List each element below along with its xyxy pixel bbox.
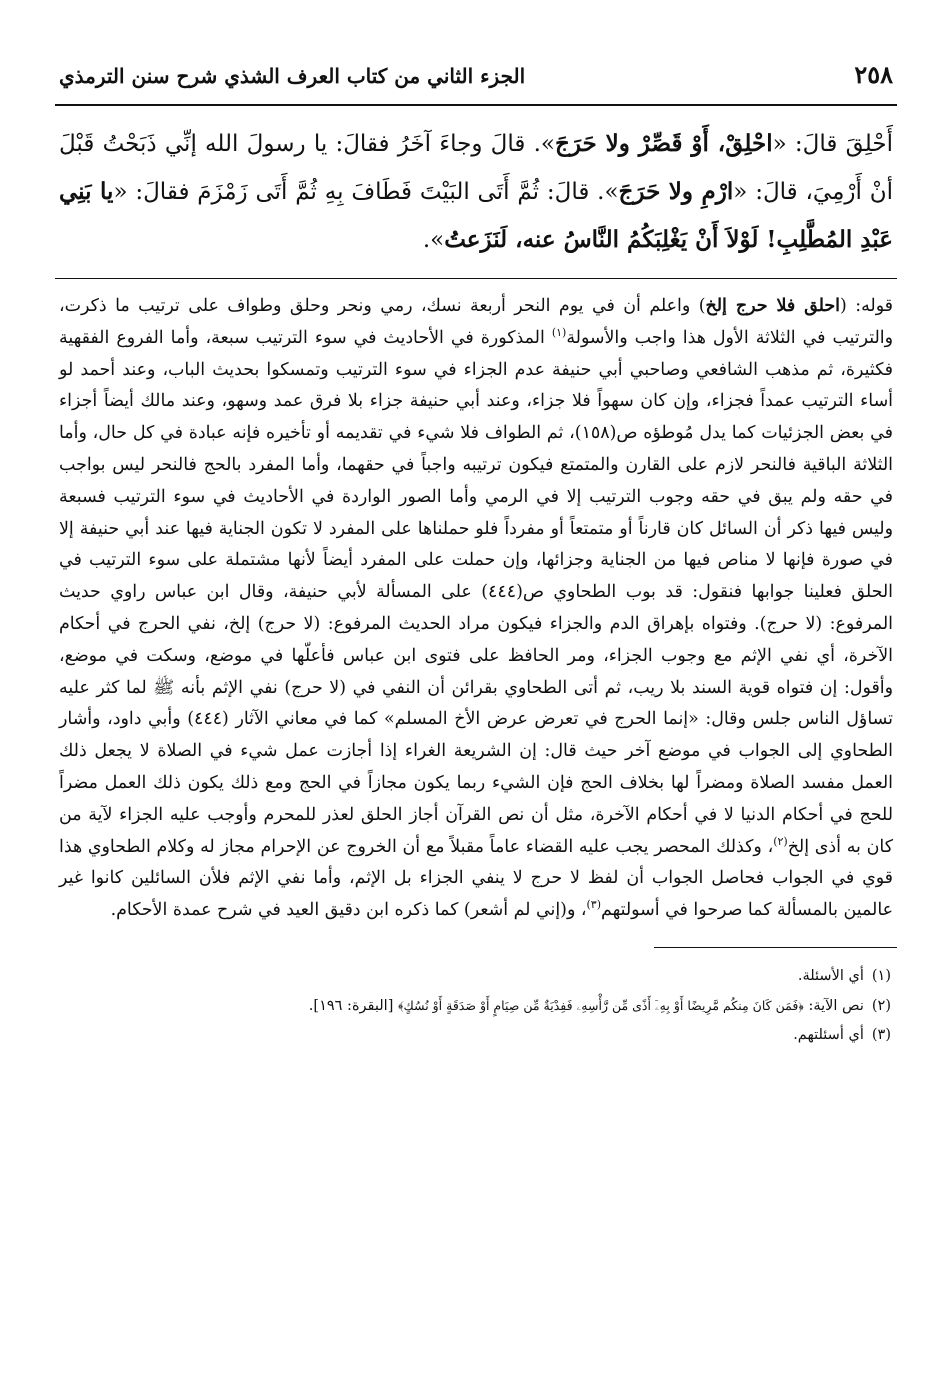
header-divider — [55, 104, 897, 106]
commentary-text-3: ، وكذلك المحصر يجب عليه القضاء عاماً مقبلاً مع أن الخروج عن الإحرام مجاز له وكلام الطحاوي هذا قوي في الجواب فحاصل الجواب أن لفظ لا حرج لا ينفي الجزاء بل الإثم، وأما نفي الإثم فلأن السائلين كانوا غير عالمين بالمسألة كما صرحوا في أسولتهم — [59, 836, 893, 921]
commentary-paragraph — [55, 291, 897, 927]
footnote-1 — [61, 962, 891, 991]
footnote-number: (٣) — [871, 1026, 891, 1043]
hadith-part-3: ». قالَ: ثُمَّ أَتَى البَيْتَ فَطَافَ بِهِ ثُمَّ أَتَى زَمْزَمَ فقالَ: « — [113, 179, 619, 205]
footnote-text: أي أسئلتهم. — [793, 1026, 864, 1043]
hadith-part-4: ». — [422, 227, 445, 253]
footnote-number: (٢) — [871, 997, 891, 1014]
commentary-heading: احلق فلا حرج إلخ — [705, 296, 840, 316]
hadith-quote-1: احْلِقْ، أَوْ قَصِّرْ ولا حَرَجَ — [554, 130, 773, 157]
footnote-ref-3[interactable]: (٣) — [586, 898, 602, 912]
footnote-divider — [654, 947, 897, 948]
footnote-text: نص الآية: — [803, 997, 864, 1014]
footnote-number: (١) — [871, 967, 891, 984]
hadith-text — [55, 120, 897, 264]
footnote-3 — [61, 1021, 891, 1050]
footnote-ref-2[interactable]: (٢) — [773, 834, 788, 848]
commentary-text-2: المذكورة في الأحاديث في سوء الترتيب سبعة، وأما الفروع الفقهية فكثيرة، ثم مذهب الشافعي وصاحبي أبي حنيفة عدم الجزاء في سوء الترتيب وتمسكوا بحديث الباب، وعند أحمد لو أساء الترتيب عمداً فجزاء، وإن كان سهواً فلا جزاء، وعند أبي حنيفة جزاء بلا فرق عمد وسهو، وعند مالك أيضاً أجزاء في بعض الجزئيات كما يدل مُوطؤه ص(١٥٨)، ثم الطواف فلا شيء في تقديمه أو تأخيره فإنه عبادة في كل حال، وأما الثلاثة الباقية فالنحر لازم على القارن والمتمتع فيكون ترتيبه واجباً في حقهما، وأما المفرد بالحج فالنحر ليس بواجب في حقه ولم يبق في حقه وجوب الترتيب إلا في الرمي وأما الصور الواردة في الأحاديث في سوء الترتيب فسبعة وليس فيها ذكر أن السائل كان قارناً أو متمتعاً أو مفرداً فلو حملناها على المفرد لا تكون الجناية فيها عند أبي حنيفة إلا في صورة فإنها لا مناص فيها من الجناية وجزائها، وإن حملت على المفرد أيضاً لأنها مشتملة على سوء الترتيب في الحلق فعلينا جوابها فنقول: قد بوب الطحاوي ص(٤٤٤) على المسألة لأبي حنيفة، وقال ابن عباس راوي حديث المرفوع: (لا حرج). وفتواه بإهراق الدم والجزاء فيكون مراد الحديث المرفوع: (لا حرج) إلخ، نفي الحرج في أحكام الآخرة، أي نفي الإثم مع وجوب الجزاء، ومر الحافظ على فتوى ابن عباس فأعلّها في موضع، وسكت في موضع، وأقول: إن فتواه قوية السند بلا ريب، ثم أتى الطحاوي بقرائن أن النفي في (لا حرج) نفي الإثم بأنه ﷺ لما كثر عليه تساؤل الناس جلس وقال: «إنما الحرج في تعرض عرض الأخ المسلم» كما في معاني الآثار (٤٤٤) وأبي داود، وأشار الطحاوي إلى الجواب في موضع آخر حيث قال: إن الشريعة الغراء إذا أجازت عمل شيء في الصلاة لا يجعل ذلك العمل مفسد الصلاة ومضراً لها بخلاف الحج فإن الشيء ربما يكون مجازاً في الحج ومع ذلك يكون ذلك العمل مضراً للحج في أحكام الدنيا لا في أحكام الآخرة، مثل أن نص القرآن أجاز الحلق لعذر للمحرم وأوجب عليه الجزاء لآية من كان به أذى إلخ — [59, 327, 893, 857]
footnote-text: أي الأسئلة. — [797, 967, 864, 984]
footnote-ref-1[interactable]: (١) — [551, 326, 567, 339]
running-title: الجزء الثاني من كتاب العرف الشذي شرح سنن الترمذي — [59, 64, 526, 88]
main-divider — [55, 278, 897, 279]
hadith-quote-2: ارْمِ ولا حَرَجَ — [618, 178, 734, 205]
commentary-intro: قوله: ( — [839, 296, 893, 316]
commentary-text-4: ، و(إني لم أشعر) كما ذكره ابن دقيق العيد في شرح عمدة الأحكام. — [110, 900, 587, 921]
quran-verse: ﴿فَمَن كَانَ مِنكُم مَّرِيضًا أَوْ بِهِۦٓ أَذًى مِّن رَّأْسِهِۦ فَفِدْيَةٌ مِّن صِيَامٍ أَوْ صَدَقَةٍ أَوْ نُسُكٍ﴾ — [397, 997, 804, 1013]
commentary-text-1: ) واعلم أن في يوم النحر أربعة نسك، رمي ونحر وحلق وطواف على ترتيب ما ذكرت، والترتيب في الثلاثة الأول هذا واجب والأسولة — [59, 296, 893, 348]
hadith-part-1: أَحْلِقَ قالَ: « — [772, 131, 893, 157]
hadith-part-2: ». قالَ وجاءَ آخَرُ فقالَ: يا رسولَ الله إنِّي ذَبَحْتُ قَبْلَ أنْ أَرْمِيَ، قالَ: « — [59, 131, 893, 205]
footnote-2 — [61, 991, 891, 1021]
footnotes — [55, 962, 897, 1050]
page-number: ٢٥٨ — [854, 60, 893, 89]
page-header — [55, 60, 897, 104]
book-page — [55, 60, 897, 1050]
hadith-quote-3: يا بَنِي عَبْدِ المُطَّلِبِ! لَوْلاَ أَنْ يَغْلِبَكُمُ النَّاسُ عنه، لَنَزَعتُ — [59, 178, 893, 253]
verse-source: [البقرة: ١٩٦]. — [308, 997, 398, 1014]
